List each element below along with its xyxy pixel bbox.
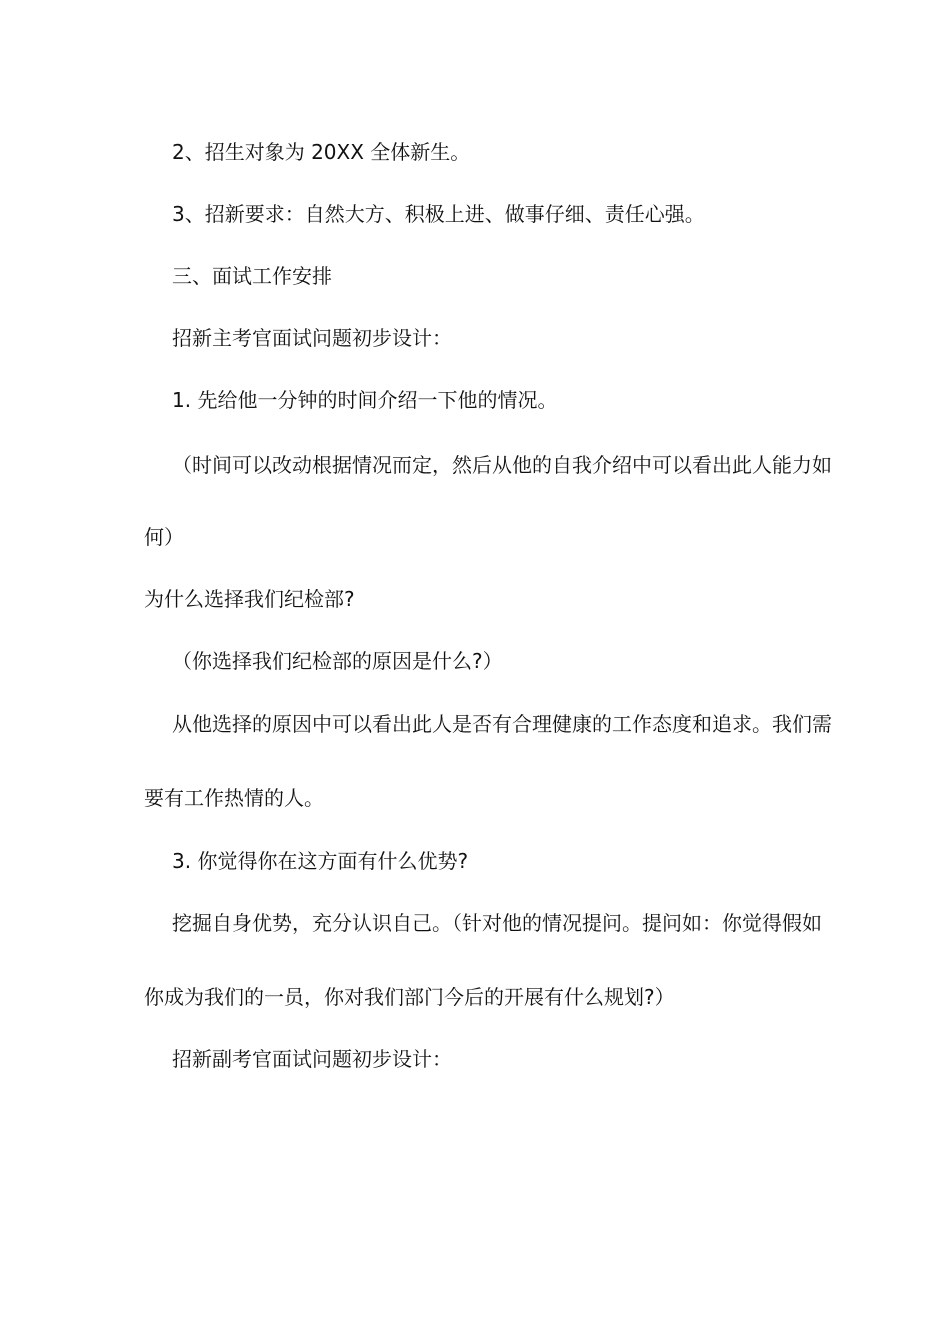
question-2-analysis-line-2: 要有工作热情的人。: [144, 786, 324, 810]
question-2-note: （你选择我们纪检部的原因是什么?）: [172, 649, 503, 673]
recruit-target-line: 2、招生对象为 20XX 全体新生。: [172, 140, 471, 164]
question-3-analysis-line-1: 挖掘自身优势，充分认识自己。（针对他的情况提问。提问如：你觉得假如: [172, 911, 822, 935]
question-3-analysis-line-2: 你成为我们的一员，你对我们部门今后的开展有什么规划?）: [144, 985, 675, 1009]
deputy-examiner-heading: 招新副考官面试问题初步设计：: [172, 1047, 452, 1071]
recruit-requirements-line: 3、招新要求：自然大方、积极上进、做事仔细、责任心强。: [172, 202, 705, 226]
question-2: 为什么选择我们纪检部?: [144, 587, 355, 611]
question-1-note-line-2: 何）: [144, 525, 184, 549]
main-examiner-heading: 招新主考官面试问题初步设计：: [172, 326, 452, 350]
question-2-analysis-line-1: 从他选择的原因中可以看出此人是否有合理健康的工作态度和追求。我们需: [172, 712, 832, 736]
question-1: 1. 先给他一分钟的时间介绍一下他的情况。: [172, 388, 558, 412]
question-1-note-line-1: （时间可以改动根据情况而定，然后从他的自我介绍中可以看出此人能力如: [172, 453, 832, 477]
question-3: 3. 你觉得你在这方面有什么优势?: [172, 849, 469, 873]
section-heading-interview: 三、面试工作安排: [172, 264, 332, 288]
